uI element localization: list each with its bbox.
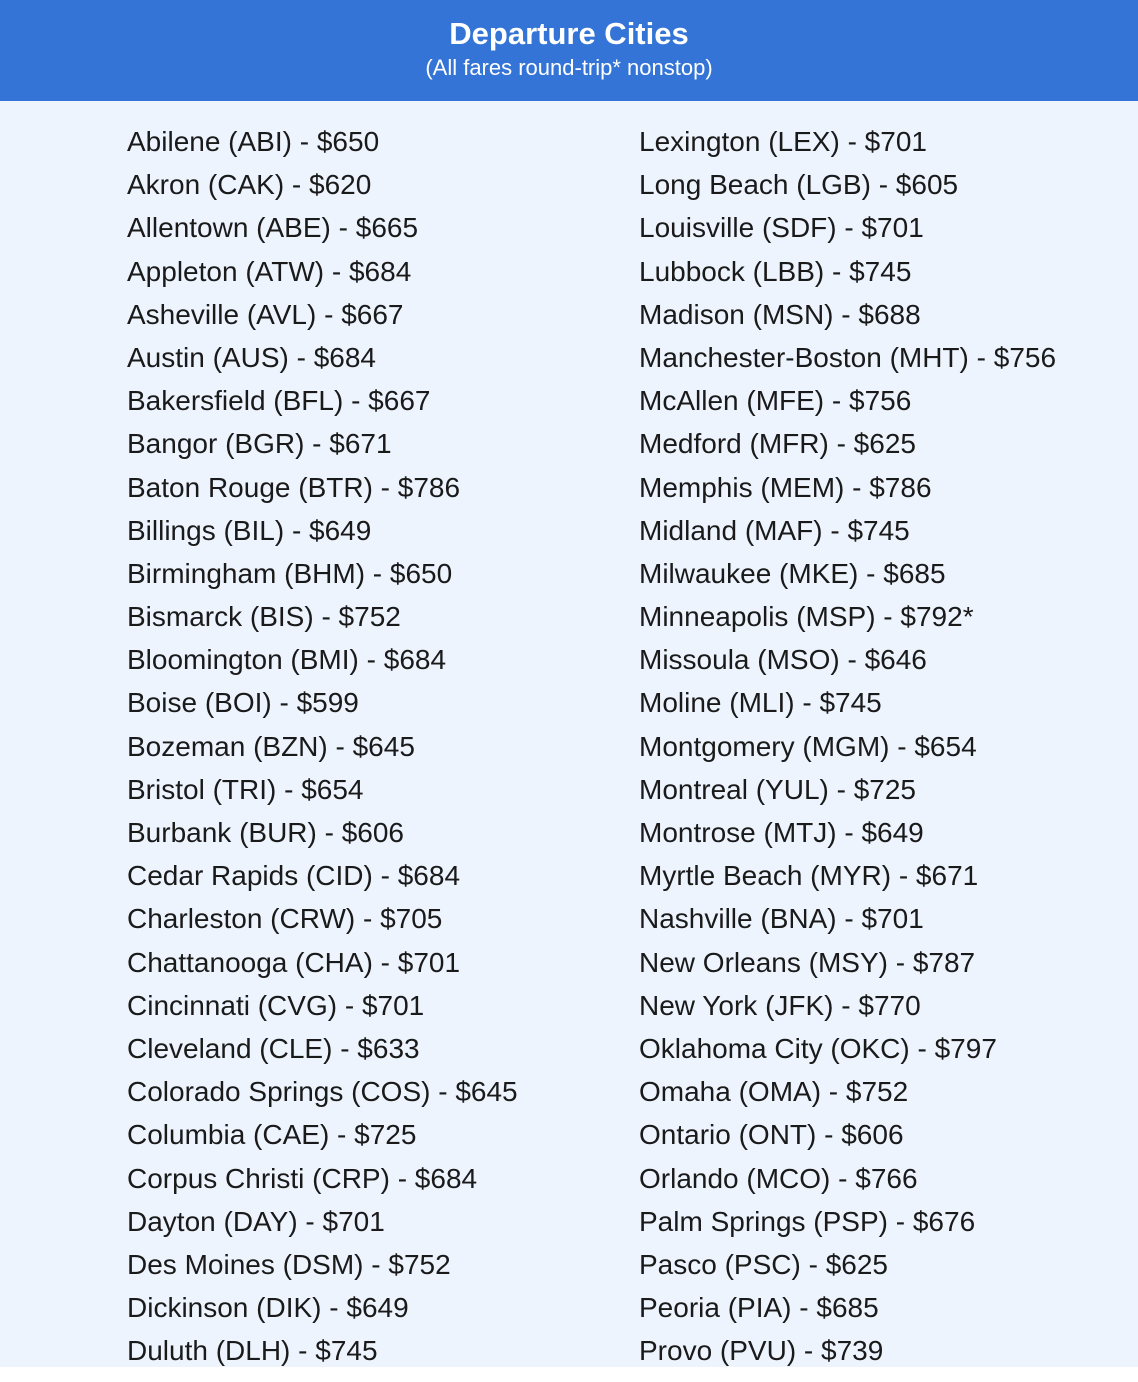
city-fare-item: Appleton (ATW) - $684 xyxy=(127,255,412,287)
city-fare-item: Bismarck (BIS) - $752 xyxy=(127,601,401,633)
city-list-panel xyxy=(0,101,1138,1367)
city-fare-item: Cleveland (CLE) - $633 xyxy=(127,1032,420,1064)
city-fare-item: Myrtle Beach (MYR) - $671 xyxy=(639,860,979,892)
city-fare-item: Montrose (MTJ) - $649 xyxy=(639,817,924,848)
city-fare-item: Burbank (BUR) - $606 xyxy=(127,817,405,848)
city-fare-item: Bozeman (BZN) - $645 xyxy=(127,730,415,762)
header-banner xyxy=(0,0,1138,101)
city-fare-item: Missoula (MSO) - $646 xyxy=(639,644,927,676)
city-fare-item: Louisville (SDF) - $701 xyxy=(639,212,924,244)
city-fare-item: Bristol (TRI) - $654 xyxy=(127,773,364,805)
city-column-right xyxy=(639,120,1056,1372)
city-fare-item: Bakersfield (BFL) - $667 xyxy=(127,385,431,417)
city-fare-item: New Orleans (MSY) - $787 xyxy=(639,946,976,978)
city-fare-item: Corpus Christi (CRP) - $684 xyxy=(127,1162,478,1194)
city-fare-item: Long Beach (LGB) - $605 xyxy=(639,169,959,201)
city-fare-item: Peoria (PIA) - $685 xyxy=(639,1292,879,1324)
city-fare-item: Baton Rouge (BTR) - $786 xyxy=(127,471,461,503)
city-fare-item: Billings (BIL) - $649 xyxy=(127,514,372,546)
city-fare-item: Memphis (MEM) - $786 xyxy=(639,471,932,503)
city-fare-item: Minneapolis (MSP) - $792* xyxy=(639,601,974,633)
city-fare-item: Oklahoma City (OKC) - $797 xyxy=(639,1032,997,1064)
city-fare-item: Des Moines (DSM) - $752 xyxy=(127,1248,451,1280)
city-fare-item: Columbia (CAE) - $725 xyxy=(127,1119,417,1151)
city-fare-item: Akron (CAK) - $620 xyxy=(127,169,372,201)
city-fare-item: Bangor (BGR) - $671 xyxy=(127,428,392,460)
city-fare-item: Montgomery (MGM) - $654 xyxy=(639,730,977,762)
city-fare-item: Birmingham (BHM) - $650 xyxy=(127,557,453,589)
city-fare-item: Montreal (YUL) - $725 xyxy=(639,773,917,805)
city-fare-item: Provo (PVU) - $739 xyxy=(639,1335,884,1367)
city-fare-item: Omaha (OMA) - $752 xyxy=(639,1076,909,1108)
city-fare-item: Abilene (ABI) - $650 xyxy=(127,126,380,157)
page-subtitle: (All fares round-trip* nonstop) xyxy=(425,55,713,80)
page-title: Departure Cities xyxy=(449,16,689,51)
city-fare-item: Duluth (DLH) - $745 xyxy=(127,1335,378,1367)
city-fare-item: Charleston (CRW) - $705 xyxy=(127,903,443,935)
city-fare-item: Moline (MLI) - $745 xyxy=(639,687,882,719)
city-fare-item: Cincinnati (CVG) - $701 xyxy=(127,989,425,1021)
city-fare-item: Lubbock (LBB) - $745 xyxy=(639,255,912,287)
city-fare-item: Milwaukee (MKE) - $685 xyxy=(639,557,946,589)
city-fare-item: McAllen (MFE) - $756 xyxy=(639,385,912,417)
city-fare-item: Bloomington (BMI) - $684 xyxy=(127,644,447,676)
city-fare-item: Pasco (PSC) - $625 xyxy=(639,1248,888,1280)
city-fare-item: Chattanooga (CHA) - $701 xyxy=(127,946,461,978)
city-fare-item: Boise (BOI) - $599 xyxy=(127,687,359,719)
city-fare-item: Palm Springs (PSP) - $676 xyxy=(639,1205,976,1237)
city-column-left xyxy=(127,120,518,1372)
city-fare-item: Colorado Springs (COS) - $645 xyxy=(127,1076,518,1108)
city-fare-item: Asheville (AVL) - $667 xyxy=(127,298,404,330)
city-fare-item: Manchester-Boston (MHT) - $756 xyxy=(639,341,1057,373)
city-fare-item: Dickinson (DIK) - $649 xyxy=(127,1292,409,1324)
city-fare-item: Nashville (BNA) - $701 xyxy=(639,903,924,935)
city-fare-item: Lexington (LEX) - $701 xyxy=(639,126,927,157)
city-fare-item: Dayton (DAY) - $701 xyxy=(127,1205,385,1237)
city-fare-item: Cedar Rapids (CID) - $684 xyxy=(127,860,461,892)
city-fare-item: Allentown (ABE) - $665 xyxy=(127,212,419,244)
city-fare-item: Midland (MAF) - $745 xyxy=(639,514,910,546)
city-fare-item: Orlando (MCO) - $766 xyxy=(639,1162,918,1194)
city-fare-item: Medford (MFR) - $625 xyxy=(639,428,916,460)
city-fare-item: Austin (AUS) - $684 xyxy=(127,341,376,373)
city-fare-item: New York (JFK) - $770 xyxy=(639,989,921,1021)
city-fare-item: Madison (MSN) - $688 xyxy=(639,298,921,330)
city-fare-item: Ontario (ONT) - $606 xyxy=(639,1119,904,1151)
